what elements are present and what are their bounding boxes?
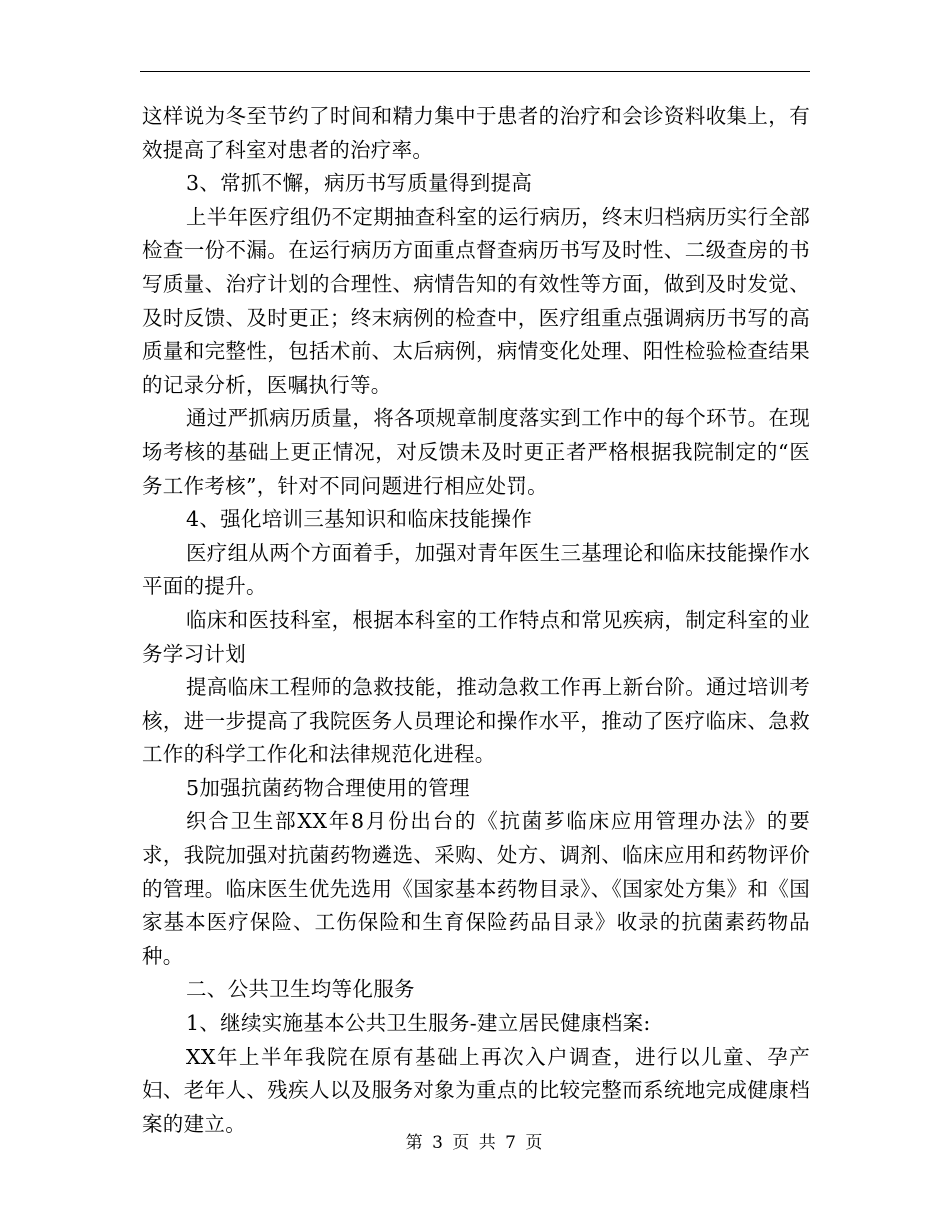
paragraph-1: 这样说为冬至节约了时间和精力集中于患者的治疗和会诊资料收集上，有效提高了科室对患者的治疗率。 — [142, 104, 810, 162]
paragraph-8: 提高临床工程师的急救技能，推动急救工作再上新台阶。通过培训考核，进一步提高了我院医务人员理论和操作水平，推动了医疗临床、急救工作的科学工作化和法律规范化进程。 — [142, 675, 810, 767]
paragraph-10: 织合卫生部XX年8月份出台的《抗菌芗临床应用管理办法》的要求，我院加强对抗菌药物遴选、采购、处方、调剂、临床应用和药物评价的管理。临床医生优先选用《国家基本药物目录》、《国家处方集》和《国家基本医疗保险、工伤保险和生育保险药品目录》收录的抗菌素药物品种。 — [142, 809, 810, 968]
paragraph-13: XX年上半年我院在原有基础上再次入户调查，进行以儿童、孕产妇、老年人、残疾人以及服务对象为重点的比较完整而系统地完成健康档案的建立。 — [142, 1044, 810, 1136]
subsection-heading-1: 1、继续实施基本公共卫生服务-建立居民健康档案: — [186, 1011, 651, 1036]
section-heading-3: 3、常抓不懈，病历书写质量得到提高 — [186, 171, 533, 196]
document-body — [142, 100, 810, 1141]
section-heading-5: 5加强抗菌药物合理使用的管理 — [186, 775, 470, 800]
paragraph-7: 临床和医技科室，根据本科室的工作特点和常见疾病，制定科室的业务学习计划 — [142, 607, 810, 666]
section-heading-2: 二、公共卫生均等化服务 — [186, 977, 415, 1002]
paragraph-4: 通过严抓病历质量，将各项规章制度落实到工作中的每个环节。在现场考核的基础上更正情况，对反馈未及时更正者严格根据我院制定的“医务工作考核”，针对不同问题进行相应处罚。 — [142, 406, 810, 498]
paragraph-3: 上半年医疗组仍不定期抽查科室的运行病历，终末归档病历实行全部检查一份不漏。在运行病历方面重点督查病历书写及时性、二级查房的书写质量、治疗计划的合理性、病情告知的有效性等方面，做到及时发觉、及时反馈、及时更正；终末病例的检查中，医疗组重点强调病历书写的高质量和完整性，包括术前、太后病例，病情变化处理、阳性检验检查结果的记录分析，医嘱执行等。 — [142, 204, 810, 397]
section-heading-4: 4、强化培训三基知识和临床技能操作 — [186, 507, 533, 532]
paragraph-6: 医疗组从两个方面着手，加强对青年医生三基理论和临床技能操作水平面的提升。 — [142, 540, 810, 599]
page-number: 第 3 页 共 7 页 — [405, 1133, 545, 1153]
header-rule — [140, 71, 810, 72]
